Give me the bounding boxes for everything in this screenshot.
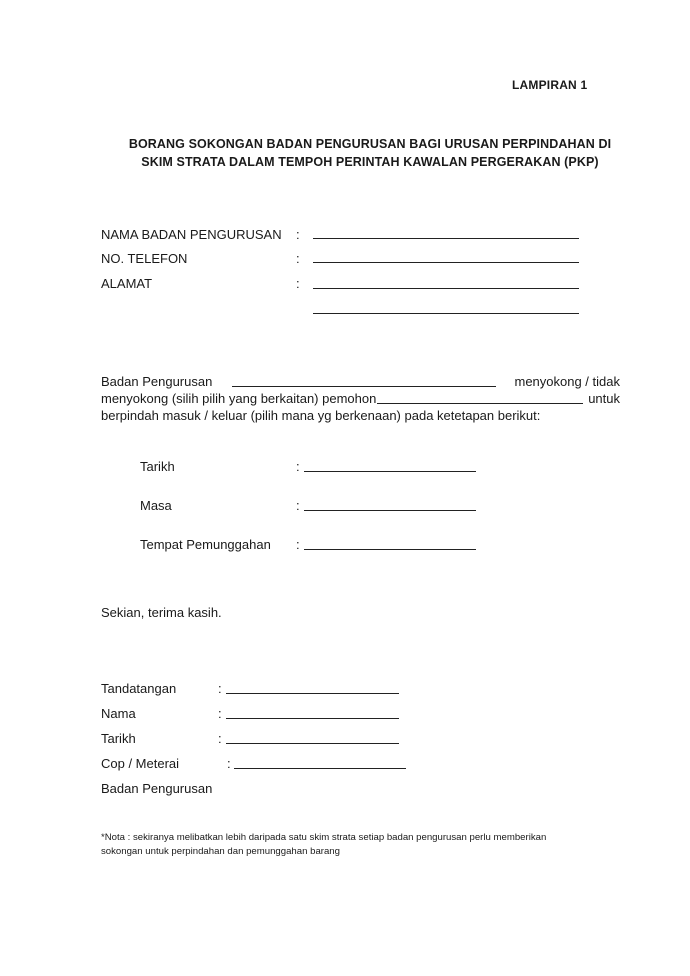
statement-row1-end: menyokong / tidak (514, 374, 620, 389)
signing-date-label: Tarikh (101, 731, 136, 746)
footnote (101, 831, 621, 859)
statement-row2-start: menyokong (silih pilih yang berkaitan) pemohon (101, 391, 377, 406)
applicant-name-field[interactable] (377, 403, 583, 404)
stamp-label: Cop / Meterai (101, 756, 180, 771)
address-field-line-2[interactable] (313, 313, 579, 314)
management-body-label: Badan Pengurusan (101, 781, 213, 796)
move-date-colon: : (296, 459, 300, 474)
address-label: ALAMAT (101, 276, 153, 291)
address-field-line-1[interactable] (313, 288, 579, 289)
annex-label: LAMPIRAN 1 (512, 78, 588, 92)
signer-name-field[interactable] (226, 718, 399, 719)
stamp-colon: : (227, 756, 231, 771)
management-body-name-field[interactable] (232, 386, 496, 387)
footnote-line-1: *Nota : sekiranya melibatkan lebih daripada satu skim strata setiap badan pengurusan perlu memberikan (101, 832, 547, 843)
move-time-field[interactable] (304, 510, 476, 511)
storage-place-colon: : (296, 537, 300, 552)
address-colon: : (296, 276, 300, 291)
storage-place-field[interactable] (304, 549, 476, 550)
footnote-line-2: sokongan untuk perpindahan dan pemunggahan barang (101, 846, 340, 857)
phone-field[interactable] (313, 262, 579, 263)
statement-row1-start: Badan Pengurusan (101, 374, 213, 389)
statement-row2-end: untuk (588, 391, 620, 406)
move-date-label: Tarikh (140, 459, 175, 474)
phone-label: NO. TELEFON (101, 251, 188, 266)
storage-place-label: Tempat Pemunggahan (140, 537, 271, 552)
management-name-label: NAMA BADAN PENGURUSAN (101, 227, 282, 242)
form-title-line-1: BORANG SOKONGAN BADAN PENGURUSAN BAGI URUSAN PERPINDAHAN DI (128, 137, 612, 151)
statement-row3: berpindah masuk / keluar (pilih mana yg berkenaan) pada ketetapan berikut: (101, 408, 541, 423)
management-name-colon: : (296, 227, 300, 242)
move-time-label: Masa (140, 498, 172, 513)
signature-colon: : (218, 681, 222, 696)
signing-date-field[interactable] (226, 743, 399, 744)
move-date-field[interactable] (304, 471, 476, 472)
support-statement (101, 374, 620, 426)
move-time-colon: : (296, 498, 300, 513)
signer-name-label: Nama (101, 706, 136, 721)
closing-text: Sekian, terima kasih. (101, 605, 222, 620)
stamp-field[interactable] (234, 768, 406, 769)
form-title-line-2: SKIM STRATA DALAM TEMPOH PERINTAH KAWALAN PERGERAKAN (PKP) (141, 155, 599, 169)
signing-date-colon: : (218, 731, 222, 746)
management-name-field[interactable] (313, 238, 579, 239)
phone-colon: : (296, 251, 300, 266)
signature-label: Tandatangan (101, 681, 177, 696)
signature-field[interactable] (226, 693, 399, 694)
signer-name-colon: : (218, 706, 222, 721)
